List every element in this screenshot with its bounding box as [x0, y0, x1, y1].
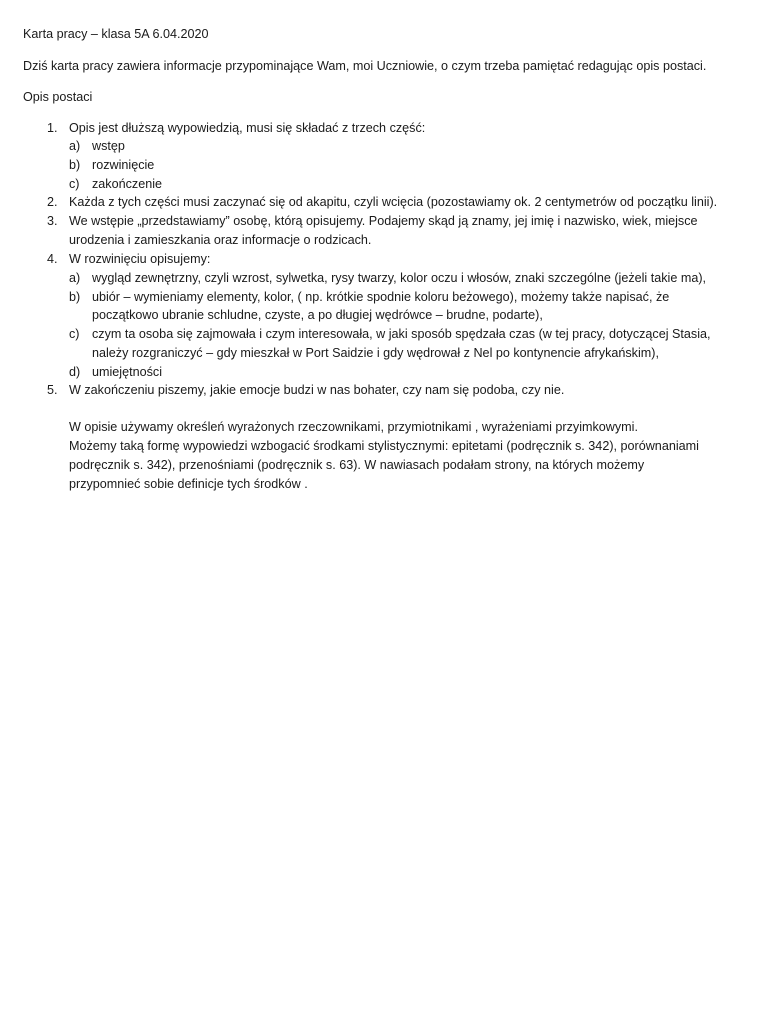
sublist-item-text: początkowo ubranie schludne, czyste, a po długiej wędrówce – brudne, podarte), [92, 308, 543, 322]
list-item-text: Opis jest dłuższą wypowiedzią, musi się składać z trzech część: [69, 121, 426, 135]
list-item-text: W rozwinięciu opisujemy: [69, 252, 211, 266]
closing-paragraph-line: Możemy taką formę wypowiedzi wzbogacić środkami stylistycznymi: epitetami (podręcznik s. 342), porównaniami [69, 439, 699, 453]
closing-paragraph-line: podręcznik s. 342), przenośniami (podręcznik s. 63). W nawiasach podałam strony, na których możemy [69, 458, 645, 472]
list-item-number: 4. [47, 252, 58, 266]
sublist-letter: b) [69, 158, 81, 172]
sublist-letter: c) [69, 177, 80, 191]
sublist-item-text: wygląd zewnętrzny, czyli wzrost, sylwetka, rysy twarzy, kolor oczu i włosów, znaki szczególne (jeżeli takie ma), [92, 271, 707, 285]
sublist-item-text: zakończenie [92, 177, 163, 191]
section-title: Opis postaci [23, 90, 93, 104]
list-item-number: 2. [47, 195, 58, 209]
list-item-text-line: urodzenia i zamieszkania oraz informacje o rodzicach. [69, 233, 372, 247]
sublist-letter: c) [69, 327, 80, 341]
intro-paragraph: Dziś karta pracy zawiera informacje przypominające Wam, moi Uczniowie, o czym trzeba pamiętać redagując opis postaci. [23, 59, 707, 73]
list-item-text: W zakończeniu piszemy, jakie emocje budzi w nas bohater, czy nam się podoba, czy nie. [69, 383, 565, 397]
sublist-letter: b) [69, 290, 81, 304]
list-item-number: 1. [47, 121, 58, 135]
sublist-item-text: należy rozgraniczyć – gdy mieszkał w Port Saidzie i gdy wędrował z Nel po kontynencie afrykańskim), [92, 346, 659, 360]
sublist-item-text: umiejętności [92, 365, 162, 379]
sublist-item-text: ubiór – wymieniamy elementy, kolor, ( np. krótkie spodnie koloru beżowego), możemy także napisać, że [92, 290, 670, 304]
document-title: Karta pracy – klasa 5A 6.04.2020 [23, 27, 209, 41]
sublist-item-text: czym ta osoba się zajmowała i czym interesowała, w jaki sposób spędzała czas (w tej pracy, dotyczącej Stasia, [92, 327, 711, 341]
sublist-letter: a) [69, 139, 81, 153]
sublist-letter: d) [69, 365, 81, 379]
list-item-number: 3. [47, 214, 58, 228]
list-item-number: 5. [47, 383, 58, 397]
sublist-item-text: wstęp [92, 139, 125, 153]
closing-paragraph-line: przypomnieć sobie definicje tych środków . [69, 477, 308, 491]
sublist-letter: a) [69, 271, 81, 285]
sublist-item-text: rozwinięcie [92, 158, 155, 172]
closing-paragraph-line: W opisie używamy określeń wyrażonych rzeczownikami, przymiotnikami , wyrażeniami przyimkowymi. [69, 420, 638, 434]
list-item-text-line: We wstępie „przedstawiamy” osobę, którą opisujemy. Podajemy skąd ją znamy, jej imię i nazwisko, wiek, miejsce [69, 214, 698, 228]
list-item-text: Każda z tych części musi zaczynać się od akapitu, czyli wcięcia (pozostawiamy ok. 2 centymetrów od początku linii). [69, 195, 718, 209]
